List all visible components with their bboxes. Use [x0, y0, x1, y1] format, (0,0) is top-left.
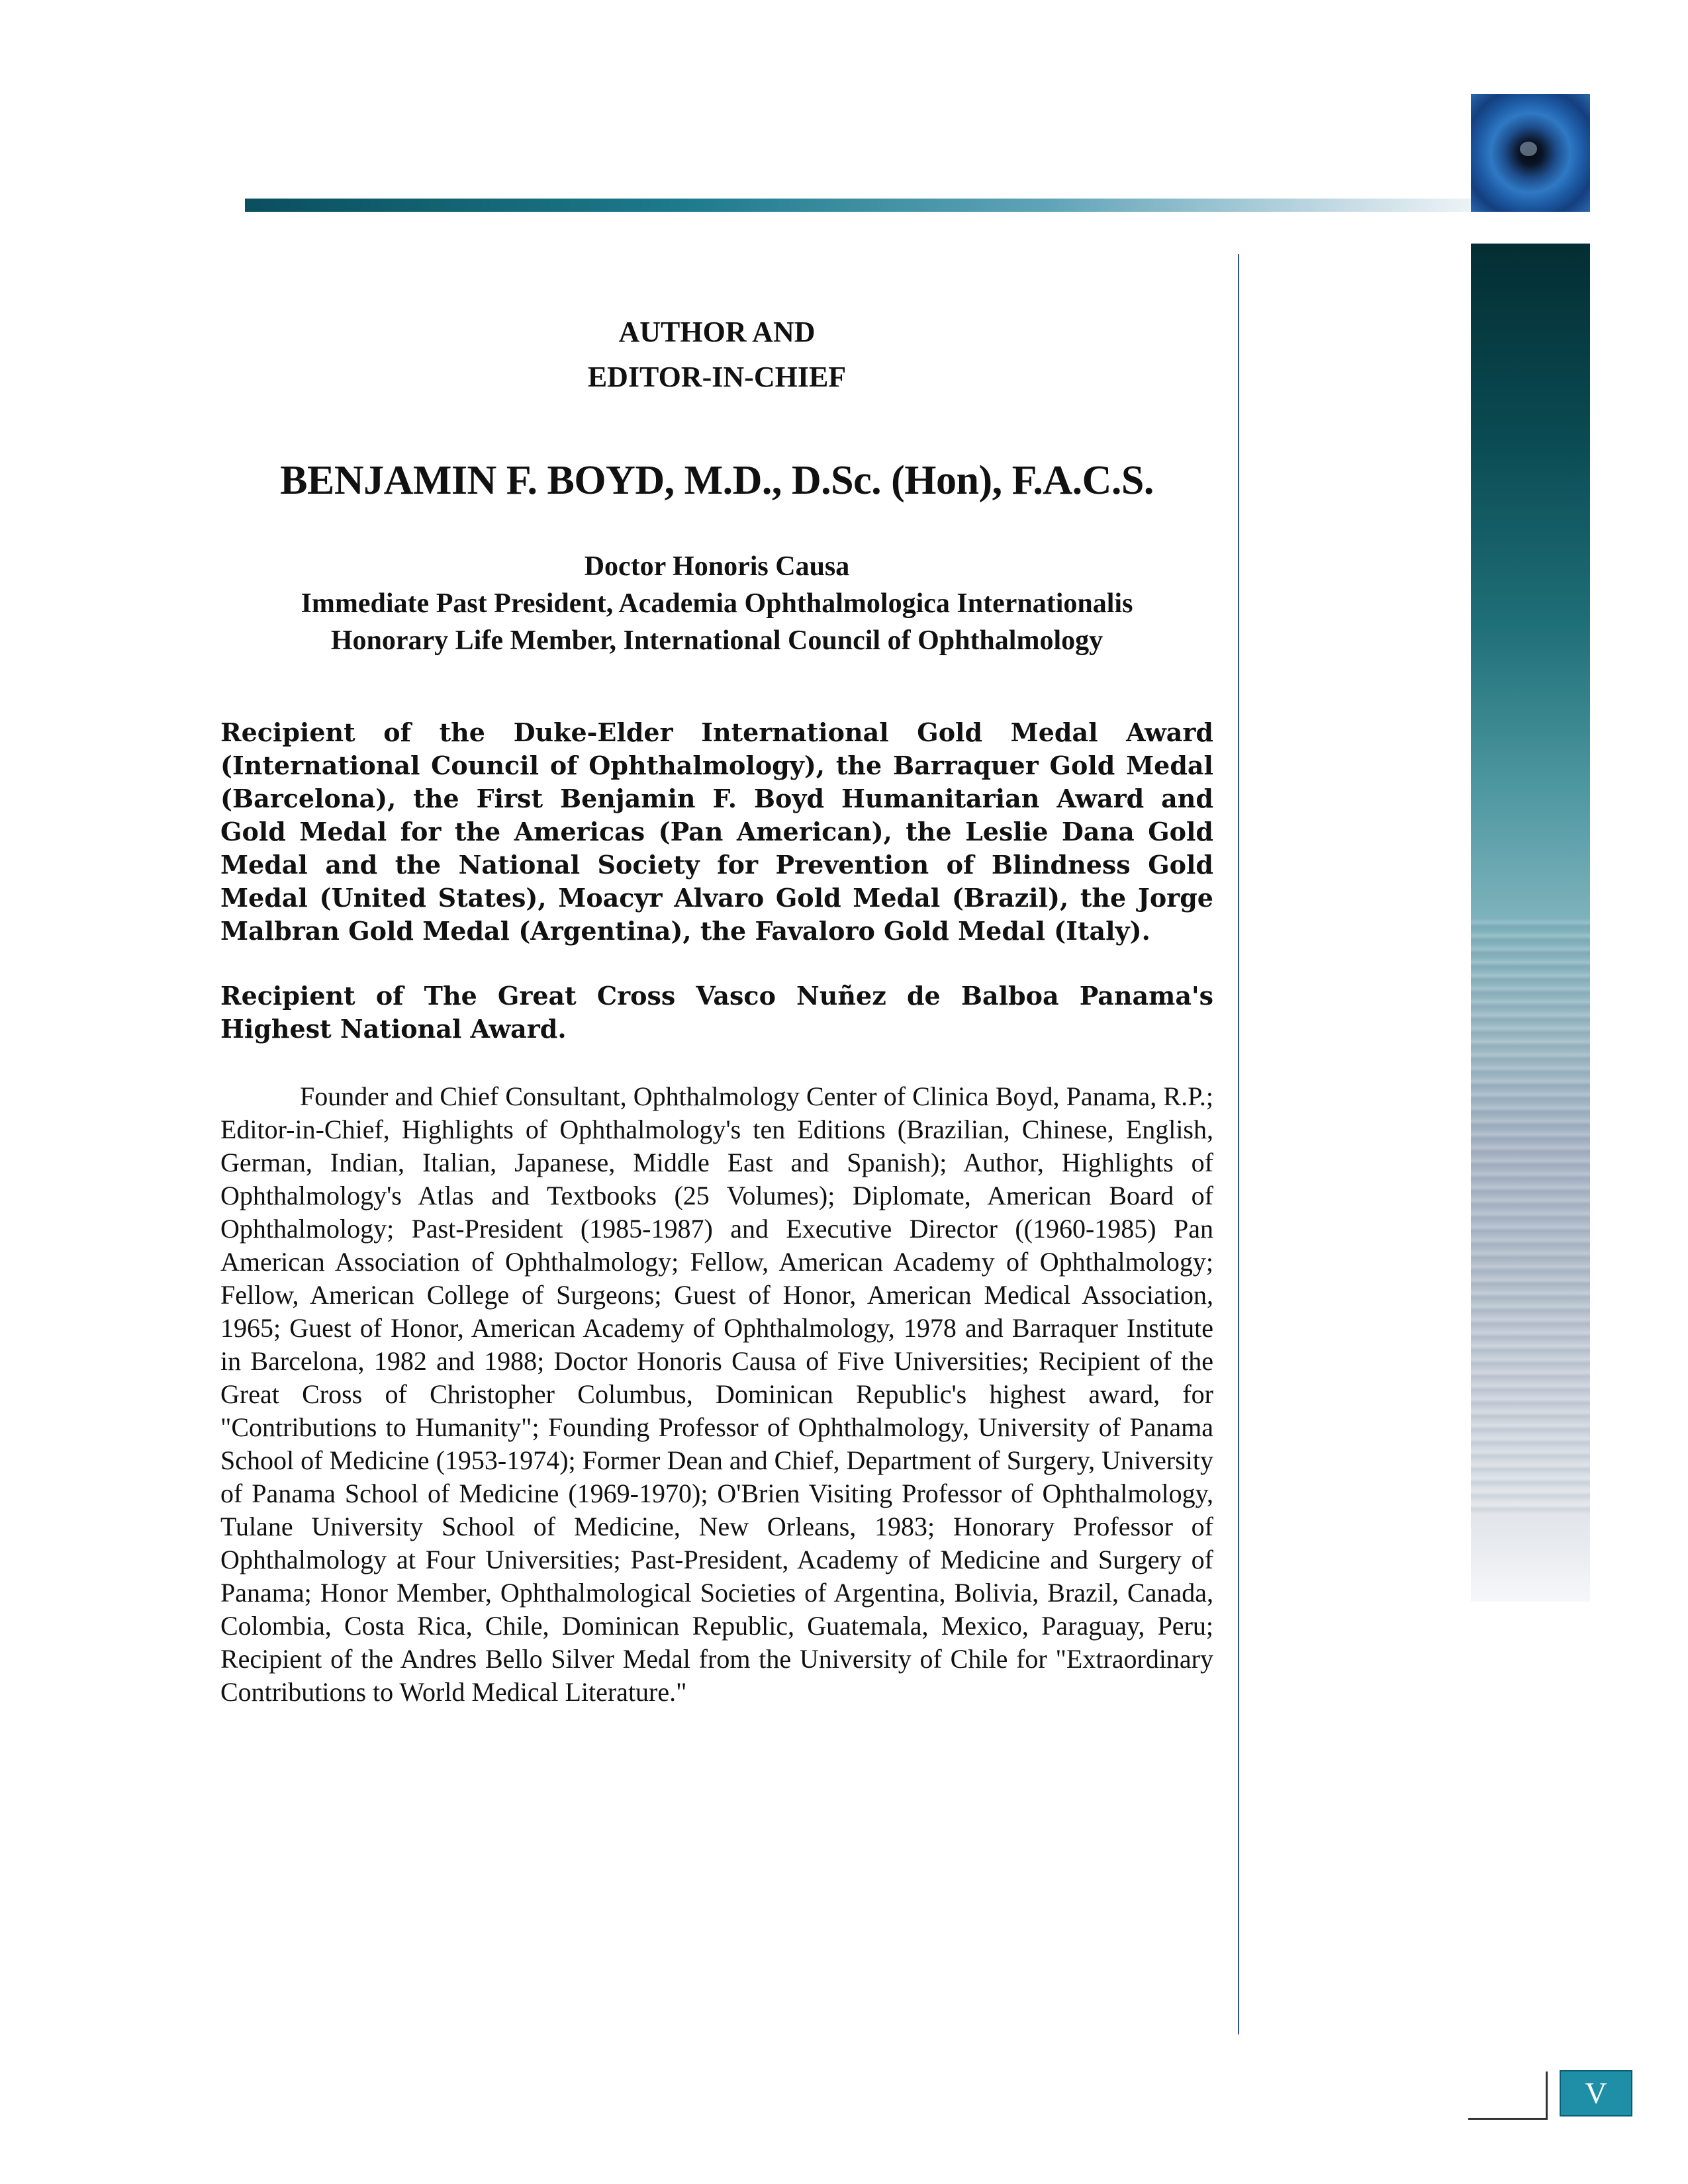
page-number-tick	[1546, 2071, 1548, 2120]
main-content	[220, 310, 1213, 1709]
title-line: Immediate Past President, Academia Ophthalmologica Internationalis	[301, 588, 1133, 619]
author-titles	[220, 548, 1213, 659]
eye-icon	[1471, 94, 1590, 212]
title-line: Honorary Life Member, International Council of Ophthalmology	[330, 625, 1103, 656]
side-gradient-strip	[1471, 244, 1590, 1602]
column-divider	[1238, 254, 1239, 2034]
title-line: Doctor Honoris Causa	[584, 551, 850, 582]
national-award-paragraph: Recipient of The Great Cross Vasco Nuñez de Balboa Panama's Highest National Award.	[220, 981, 1213, 1044]
section-heading-line1: AUTHOR AND	[618, 316, 816, 348]
eye-glint	[1520, 142, 1537, 156]
section-heading-line2: EDITOR-IN-CHIEF	[587, 361, 847, 393]
biography-paragraph: Founder and Chief Consultant, Ophthalmology Center of Clinica Boyd, Panama, R.P.; Editor-in-Chief, Highlights of Ophthalmology's ten Editions (Brazilian, Chinese, English, German, Indian, Italian, Japanese, Middle East and Spanish); Author, Highlights of Ophthalmology's Atlas and Textbooks (25 Volumes); Diplomate, American Board of Ophthalmology; Past-President (1985-1987) and Executive Director ((1960-1985) Pan American Association of Ophthalmology; Fellow, American Academy of Ophthalmology; Fellow, American College of Surgeons; Guest of Honor, American Medical Association, 1965; Guest of Honor, American Academy of Ophthalmology, 1978 and Barraquer Institute in Barcelona, 1982 and 1988; Doctor Honoris Causa of Five Universities; Recipient of the Great Cross of Christopher Columbus, Dominican Republic's highest award, for "Contributions to Humanity"; Founding Professor of Ophthalmology, University of Panama School of Medicine (1953-1974); Former Dean and Chief, Department of Surgery, University of Panama School of Medicine (1969-1970); O'Brien Visiting Professor of Ophthalmology, Tulane University School of Medicine, New Orleans, 1983; Honorary Professor of Ophthalmology at Four Universities; Past-President, Academy of Medicine and Surgery of Panama; Honor Member, Ophthalmological Societies of Argentina, Bolivia, Brazil, Canada, Colombia, Costa Rica, Chile, Dominican Republic, Guatemala, Mexico, Paraguay, Peru; Recipient of the Andres Bello Silver Medal from the University of Chile for "Extraordinary Contributions to World Medical Literature."	[220, 1081, 1213, 1707]
page-number-rule	[1468, 2118, 1548, 2120]
author-name: BENJAMIN F. BOYD, M.D., D.Sc. (Hon), F.A.C.S.	[280, 458, 1154, 503]
page-number: V	[1560, 2070, 1632, 2116]
header-gradient-bar	[245, 199, 1476, 212]
awards-paragraph: Recipient of the Duke-Elder International Gold Medal Award (International Council of Ophthalmology), the Barraquer Gold Medal (Barcelona), the First Benjamin F. Boyd Humanitarian Award and Gold Medal for the Americas (Pan American), the Leslie Dana Gold Medal and the National Society for Prevention of Blindness Gold Medal (United States), Moacyr Alvaro Gold Medal (Brazil), the Jorge Malbran Gold Medal (Argentina), the Favaloro Gold Medal (Italy).	[220, 717, 1213, 946]
section-heading	[220, 310, 1213, 400]
water-ripple-texture	[1471, 919, 1590, 1514]
